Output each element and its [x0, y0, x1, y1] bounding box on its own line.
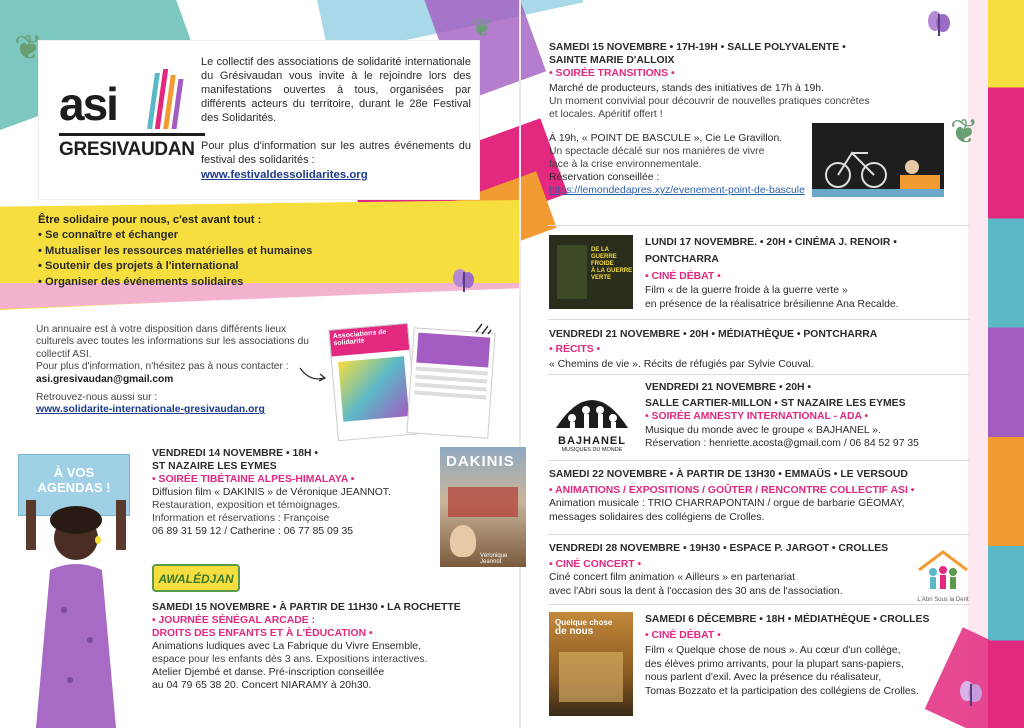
event-desc: Information et réservations : Françoise [152, 513, 330, 524]
divider [548, 374, 970, 375]
divider [548, 319, 970, 320]
intro-card [38, 40, 480, 200]
event-desc: nous parlent d'exil. Avec la présence du réalisateur, [645, 672, 882, 684]
contact-email[interactable]: asi.gresivaudan@gmail.com [36, 373, 174, 385]
sparkle-icon [474, 322, 492, 341]
event-desc: Réservation conseillée : [549, 172, 660, 183]
event-tibetan [152, 447, 442, 538]
logo-sub-text: GRESIVAUDAN [59, 139, 195, 160]
leaf-icon: ❦ [950, 112, 979, 152]
intro-more-info: Pour plus d'information sur les autres événements du festival des solidarités : [201, 140, 471, 166]
event-desc: Marché de producteurs, stands des initiatives de 17h à 19h. [549, 83, 824, 94]
solidarity-item: • Se connaître et échanger [38, 229, 179, 241]
event-desc: Diffusion film « DAKINIS » de Véronique JEANNOT. [152, 487, 391, 498]
poster-title: Quelque chose de nous [555, 618, 613, 637]
event-cine-debat-pontcharra [645, 236, 965, 312]
event-desc: Ciné concert film animation « Ailleurs » en partenariat [549, 572, 796, 583]
event-cine-concert [549, 542, 929, 598]
event-desc: 06 89 31 59 12 / Catherine : 06 77 85 09 35 [152, 526, 354, 537]
abri-logo-text: L'Abri Sous la Dent [917, 597, 969, 603]
event-desc: Film « Quelque chose de nous ». Au cœur d'un collège, [645, 645, 901, 657]
directory-section [36, 324, 316, 417]
event-date: SAMEDI 15 NOVEMBRE • 17H-19H • SALLE POLYVALENTE • [549, 42, 846, 53]
directory-contact: Pour plus d'information, n'hésitez pas à nous contacter : asi.gresivaudan@gmail.com [36, 361, 289, 385]
event-title: • CINÉ DÉBAT • [645, 629, 721, 641]
event-place: SALLE CARTIER-MILLON • ST NAZAIRE LES EYMES [645, 397, 906, 409]
event-title: • JOURNÉE SÉNÉGAL ARCADE : [152, 615, 315, 626]
event-date: SAMEDI 15 NOVEMBRE • À PARTIR DE 11H30 • LA ROCHETTE [152, 602, 461, 613]
dakinis-poster [440, 447, 526, 567]
event-desc: Tomas Bozzato et la participation des collégiens de Crolles. [645, 685, 919, 697]
event-title: DROITS DES ENFANTS ET À L'ÉDUCATION • [152, 628, 373, 639]
event-date: SAMEDI 22 NOVEMBRE • À PARTIR DE 13H30 • EMMAÜS • LE VERSOUD [549, 469, 908, 480]
bajhanel-logo-sub: MUSIQUES DU MONDE [561, 447, 623, 453]
woman-figure [6, 440, 146, 728]
event-desc: Musique du monde avec le groupe « BAJHANEL ». [645, 424, 881, 436]
event-desc: Restauration, exposition et témoignages. [152, 500, 341, 511]
event-desc: Atelier Djembé et danse. Pré-inscription conseillée [152, 667, 385, 678]
awaledjan-logo [152, 564, 240, 592]
event-desc: Animation musicale : TRIO CHARRAPONTAIN / orgue de barbarie GÉOMAY, [549, 498, 905, 509]
event-reservation-link[interactable]: https://lemondedapres.xyz/evenement-point-de-bascule [549, 185, 805, 196]
solidarity-item: • Mutualiser les ressources matérielles et humaines [38, 244, 313, 257]
guerre-poster [549, 235, 633, 309]
event-title: • ANIMATIONS / EXPOSITIONS / GOÛTER / RENCONTRE COLLECTIF ASI • [549, 484, 915, 496]
event-emmaus [549, 468, 979, 524]
divider [548, 604, 970, 605]
bajhanel-logo-text: BAJHANEL [558, 435, 626, 447]
asi-logo [59, 69, 209, 169]
event-place: SAINTE MARIE D'ALLOIX [549, 55, 675, 66]
poster-title: DAKINIS [446, 453, 515, 470]
butterfly-icon [958, 680, 984, 715]
event-title: • SOIRÉE TRANSITIONS • [549, 68, 675, 79]
event-title: • CINÉ DÉBAT • [645, 271, 721, 282]
event-title: • RÉCITS • [549, 344, 601, 355]
logo-underline [59, 133, 205, 136]
event-desc: Réservation : henriette.acosta@gmail.com / 06 84 52 97 35 [645, 438, 919, 449]
logo-main-text: asi [59, 78, 117, 130]
event-desc: face à la crise environnementale. [549, 159, 702, 170]
event-senegal [152, 601, 512, 692]
divider [548, 460, 970, 461]
event-date: LUNDI 17 NOVEMBRE. • 20H • CINÉMA J. RENOIR • [645, 237, 897, 248]
solidarity-item: • Organiser des événements solidaires [38, 275, 244, 288]
brochure-title: Associations de solidarité [329, 324, 409, 357]
directory-follow: Retrouvez-nous aussi sur : [36, 392, 158, 404]
event-desc: des élèves primo arrivants, pour la plupart sans-papiers, [645, 658, 904, 670]
event-desc: Un moment convivial pour découvrir de nouvelles pratiques concrètes [549, 96, 870, 107]
event-date: VENDREDI 28 NOVEMBRE • 19H30 • ESPACE P. JARGOT • CROLLES [549, 543, 889, 554]
event-place: ST NAZAIRE LES EYMES [152, 461, 277, 472]
leaf-icon: ❦ [14, 28, 43, 68]
event-desc: Un spectacle décalé sur nos manières de vivre [549, 146, 765, 157]
quelque-chose-poster [549, 612, 633, 716]
show-photo [812, 123, 944, 197]
event-desc: messages solidaires des collégiens de Crolles. [549, 511, 765, 523]
brochure-image [328, 323, 417, 442]
solidarity-heading: Être solidaire pour nous, c'est avant tout : [38, 214, 262, 226]
asi-website-link[interactable]: www.solidarite-internationale-gresivaudan.org [36, 404, 265, 416]
event-desc: au 04 79 65 38 20. Concert NIARAMY à 20h30. [152, 680, 372, 691]
event-desc: espace pour les enfants dès 3 ans. Expositions interactives. [152, 654, 428, 665]
arrow-icon [298, 364, 328, 389]
event-title: • CINÉ CONCERT • [549, 558, 642, 570]
event-desc: Animations ludiques avec La Fabrique du Vivre Ensemble, [152, 641, 421, 652]
butterfly-icon [452, 268, 476, 296]
poster-credit: Véronique Jeannot [480, 553, 508, 565]
divider [548, 225, 970, 226]
event-title: • SOIRÉE TIBÉTAINE ALPES-HIMALAYA • [152, 474, 355, 485]
logo-colored-bars [151, 69, 201, 129]
event-place: PONTCHARRA [645, 254, 719, 265]
butterfly-icon [926, 10, 952, 45]
event-date: VENDREDI 21 NOVEMBRE • 20H • MÉDIATHÈQUE • PONTCHARRA [549, 329, 878, 340]
event-desc: et locales. Apéritif offert ! [549, 109, 663, 120]
divider [548, 534, 970, 535]
abri-logo [913, 548, 973, 608]
solidarity-section [38, 214, 478, 290]
event-date: SAMEDI 6 DÉCEMBRE • 18H • MÉDIATHÈQUE • CROLLES [645, 614, 930, 625]
poster-text: DE LA GUERRE FROIDE À LA GUERRE VERTE [591, 247, 633, 281]
event-desc: avec l'Abri sous la dent à l'occasion des 30 ans de l'association. [549, 585, 843, 597]
agenda-sign-line1: À VOS [53, 465, 95, 480]
intro-paragraph: Le collectif des associations de solidarité internationale du Grésivaudan vous invite à le rejoindre lors des manifestations ouvertes à tous, organisées par différents acteurs du territoire, durant le 28e Festival des Solidarités. [201, 56, 471, 124]
event-amnesty [645, 381, 975, 451]
leaf-icon: ❦ [472, 14, 493, 42]
festival-website-link[interactable]: www.festivaldessolidarites.org [201, 169, 368, 181]
event-desc: en présence de la réalisatrice brésilienne Ana Recalde. [645, 299, 899, 310]
event-desc: « Chemins de vie ». Récits de réfugiés par Sylvie Couval. [549, 359, 814, 370]
awaledjan-logo-text: AWALÉDJAN [158, 572, 234, 586]
event-quelque-chose [645, 613, 975, 699]
brochure-image [406, 327, 495, 438]
event-date: VENDREDI 21 NOVEMBRE • 20H • [645, 382, 812, 393]
directory-text: Un annuaire est à votre disposition dans différents lieux culturels avec toutes les informations sur les associations du collectif ASI. [36, 324, 309, 360]
solidarity-item: • Soutenir des projets à l'international [38, 260, 239, 272]
bajhanel-logo [550, 380, 634, 456]
event-date: VENDREDI 14 NOVEMBRE • 18H • [152, 448, 319, 459]
decor-right-edge [985, 0, 1024, 728]
page-fold [519, 0, 521, 728]
agenda-illustration [6, 440, 146, 728]
event-desc: Film « de la guerre froide à la guerre verte » [645, 285, 848, 296]
event-recits [549, 328, 969, 372]
agenda-sign-line2: AGENDAS ! [37, 480, 111, 495]
event-desc: À 19h, « POINT DE BASCULE », Cie Le Gravillon. [549, 133, 783, 144]
event-title: • SOIRÉE AMNESTY INTERNATIONAL - ADA • [645, 411, 869, 422]
